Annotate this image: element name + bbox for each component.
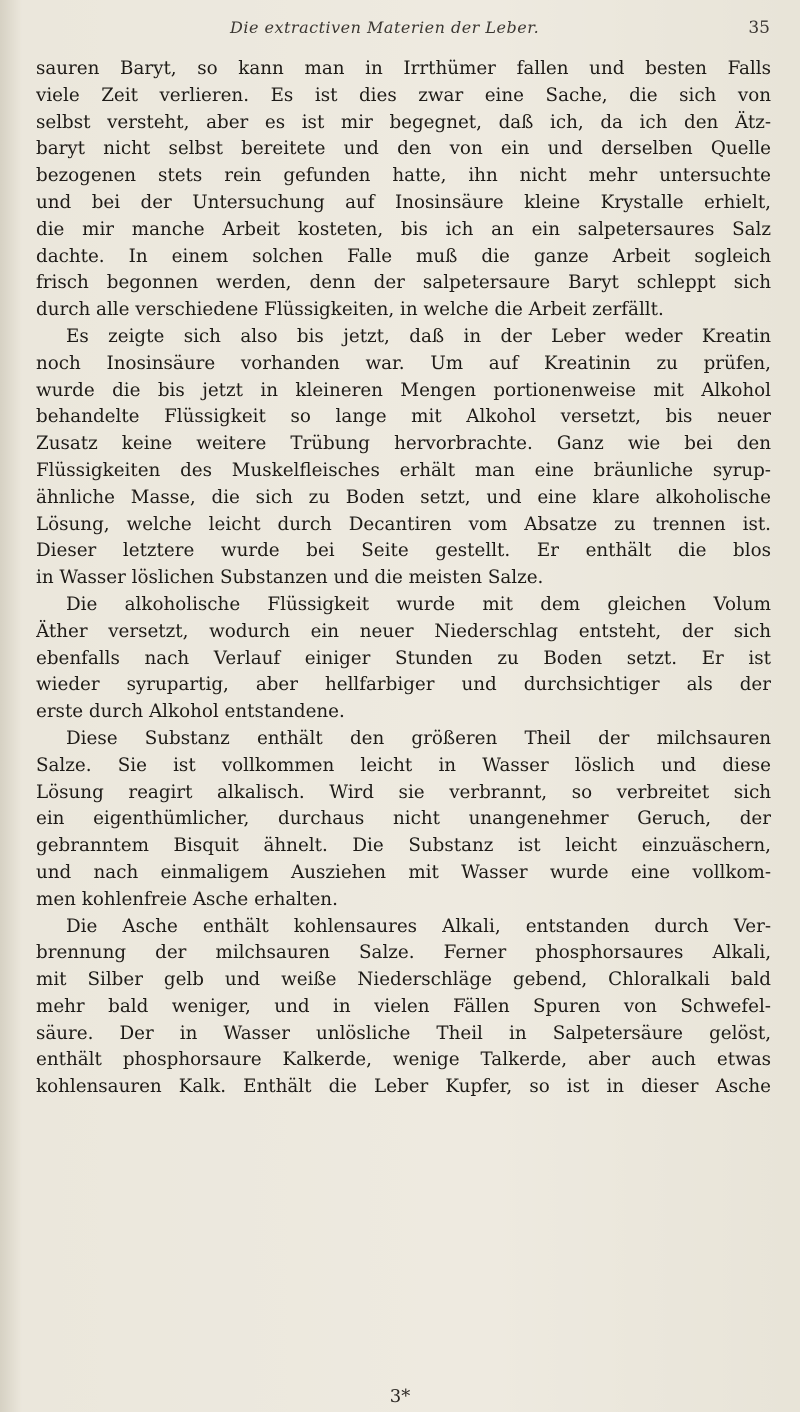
text-line: und nach einmaligem Ausziehen mit Wasser wurde eine vollkom-: [36, 861, 771, 883]
text-line: Lösung, welche leicht durch Decantiren vom Absatze zu trennen ist.: [36, 513, 771, 535]
text-line: behandelte Flüssigkeit so lange mit Alkohol versetzt, bis neuer: [36, 406, 771, 428]
text-line: sauren Baryt, so kann man in Irrthümer fallen und besten Falls: [36, 58, 771, 79]
text-line: bezogenen stets rein gefunden hatte, ihn nicht mehr untersuchte: [36, 165, 771, 187]
text-line: durch alle verschiedene Flüssigkeiten, in welche die Arbeit zerfällt.: [36, 299, 664, 321]
text-line: Salze. Sie ist vollkommen leicht in Wasser löslich und diese: [36, 754, 771, 776]
signature-mark: 3*: [389, 1386, 411, 1407]
text-line: baryt nicht selbst bereitete und den von ein und derselben Quelle: [36, 138, 771, 160]
text-line: Die Asche enthält kohlensaures Alkali, entstanden durch Ver-: [66, 915, 771, 937]
text-line: viele Zeit verlieren. Es ist dies zwar eine Sache, die sich von: [36, 84, 771, 106]
running-head: Die extractiven Materien der Leber.: [230, 18, 540, 37]
text-line: Lösung reagirt alkalisch. Wird sie verbrannt, so verbreitet sich: [36, 781, 771, 803]
text-line: säure. Der in Wasser unlösliche Theil in Salpetersäure gelöst,: [36, 1022, 771, 1044]
text-line: dachte. In einem solchen Falle muß die ganze Arbeit sogleich: [36, 245, 771, 267]
text-line: Äther versetzt, wodurch ein neuer Niederschlag entsteht, der sich: [36, 620, 771, 642]
text-line: enthält phosphorsaure Kalkerde, wenige Talkerde, aber auch etwas: [36, 1049, 771, 1071]
text-line: in Wasser löslichen Substanzen und die meisten Salze.: [36, 567, 544, 589]
text-line: noch Inosinsäure vorhanden war. Um auf Kreatinin zu prüfen,: [36, 352, 771, 374]
text-line: mehr bald weniger, und in vielen Fällen Spuren von Schwefel-: [36, 995, 771, 1017]
text-line: kohlensauren Kalk. Enthält die Leber Kupfer, so ist in dieser Asche: [36, 1076, 771, 1098]
text-line: Diese Substanz enthält den größeren Theil der milchsauren: [66, 727, 771, 749]
text-line: Es zeigte sich also bis jetzt, daß in der Leber weder Kreatin: [66, 325, 771, 347]
text-line: mit Silber gelb und weiße Niederschläge gebend, Chloralkali bald: [36, 969, 771, 991]
page-header: [200, 18, 770, 46]
text-line: die mir manche Arbeit kosteten, bis ich an ein salpetersaures Salz: [36, 218, 771, 240]
text-line: frisch begonnen werden, denn der salpetersaure Baryt schleppt sich: [36, 272, 771, 294]
text-line: wurde die bis jetzt in kleineren Mengen portionenweise mit Alkohol: [36, 379, 771, 401]
body-text: [36, 56, 771, 1101]
text-line: Die alkoholische Flüssigkeit wurde mit dem gleichen Volum: [66, 593, 771, 615]
text-line: Zusatz keine weitere Trübung hervorbrachte. Ganz wie bei den: [36, 433, 771, 455]
text-line: Dieser letztere wurde bei Seite gestellt. Er enthält die blos: [36, 540, 771, 562]
text-line: men kohlenfreie Asche erhalten.: [36, 888, 338, 910]
text-line: brennung der milchsauren Salze. Ferner phosphorsaures Alkali,: [36, 942, 771, 964]
text-line: ebenfalls nach Verlauf einiger Stunden zu Boden setzt. Er ist: [36, 647, 771, 669]
text-line: selbst versteht, aber es ist mir begegnet, daß ich, da ich den Ätz-: [36, 111, 771, 133]
text-line: erste durch Alkohol entstandene.: [36, 701, 345, 723]
text-line: wieder syrupartig, aber hellfarbiger und durchsichtiger als der: [36, 674, 771, 696]
text-line: und bei der Untersuchung auf Inosinsäure kleine Krystalle erhielt,: [36, 191, 771, 213]
text-line: ähnliche Masse, die sich zu Boden setzt, und eine klare alkoholische: [36, 486, 771, 508]
text-line: Flüssigkeiten des Muskelfleisches erhält man eine bräunliche syrup-: [36, 459, 771, 481]
text-line: gebranntem Bisquit ähnelt. Die Substanz ist leicht einzuäschern,: [36, 835, 771, 857]
page-number: 35: [748, 18, 770, 38]
text-line: ein eigenthümlicher, durchaus nicht unangenehmer Geruch, der: [36, 808, 771, 830]
